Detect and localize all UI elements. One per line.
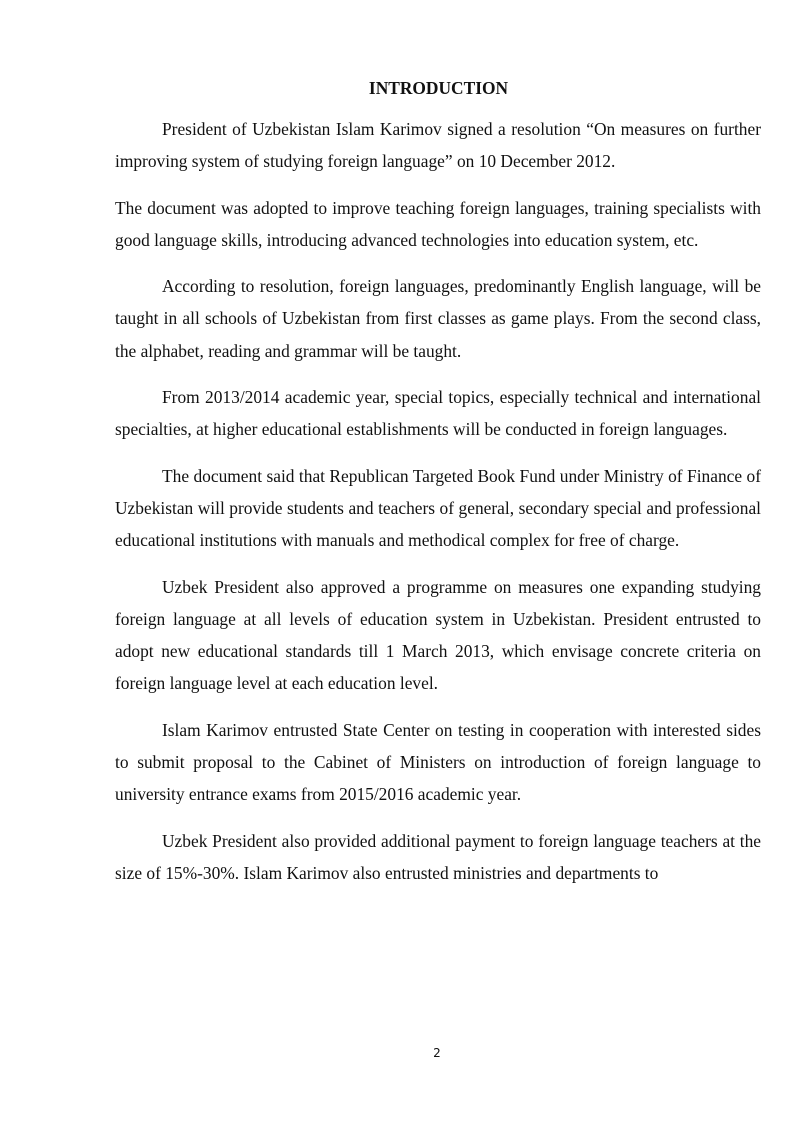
paragraph-4: From 2013/2014 academic year, special topics, especially technical and international specialties, at higher educational establishments will be conducted in foreign languages. <box>115 387 761 440</box>
page-title: INTRODUCTION <box>368 78 509 98</box>
document-body <box>115 77 761 903</box>
paragraph-7: Islam Karimov entrusted State Center on testing in cooperation with interested sides to submit proposal to the Cabinet of Ministers on introduction of foreign language to university entrance exams from 2015/2016 academic year. <box>115 719 761 805</box>
paragraph-3: According to resolution, foreign languages, predominantly English language, will be taught in all schools of Uzbekistan from first classes as game plays. From the second class, the alphabet, reading and grammar will be taught. <box>115 276 761 361</box>
paragraph-2: The document was adopted to improve teaching foreign languages, training specialists with good language skills, introducing advanced technologies into education system, etc. <box>115 197 761 250</box>
paragraph-6: Uzbek President also approved a programme on measures one expanding studying foreign language at all levels of education system in Uzbekistan. President entrusted to adopt new educational standards till 1 March 2013, which envisage concrete criteria on foreign language level at each education level. <box>115 576 761 694</box>
paragraph-5: The document said that Republican Targeted Book Fund under Ministry of Finance of Uzbekistan will provide students and teachers of general, secondary special and professional educational institutions with manuals and methodical complex for free of charge. <box>115 465 761 551</box>
paragraph-8: Uzbek President also provided additional payment to foreign language teachers at the size of 15%-30%. Islam Karimov also entrusted ministries and departments to <box>115 830 761 883</box>
paragraph-1: President of Uzbekistan Islam Karimov signed a resolution “On measures on further improving system of studying foreign language” on 10 December 2012. <box>115 119 761 172</box>
page-number: 2 <box>433 1046 441 1060</box>
